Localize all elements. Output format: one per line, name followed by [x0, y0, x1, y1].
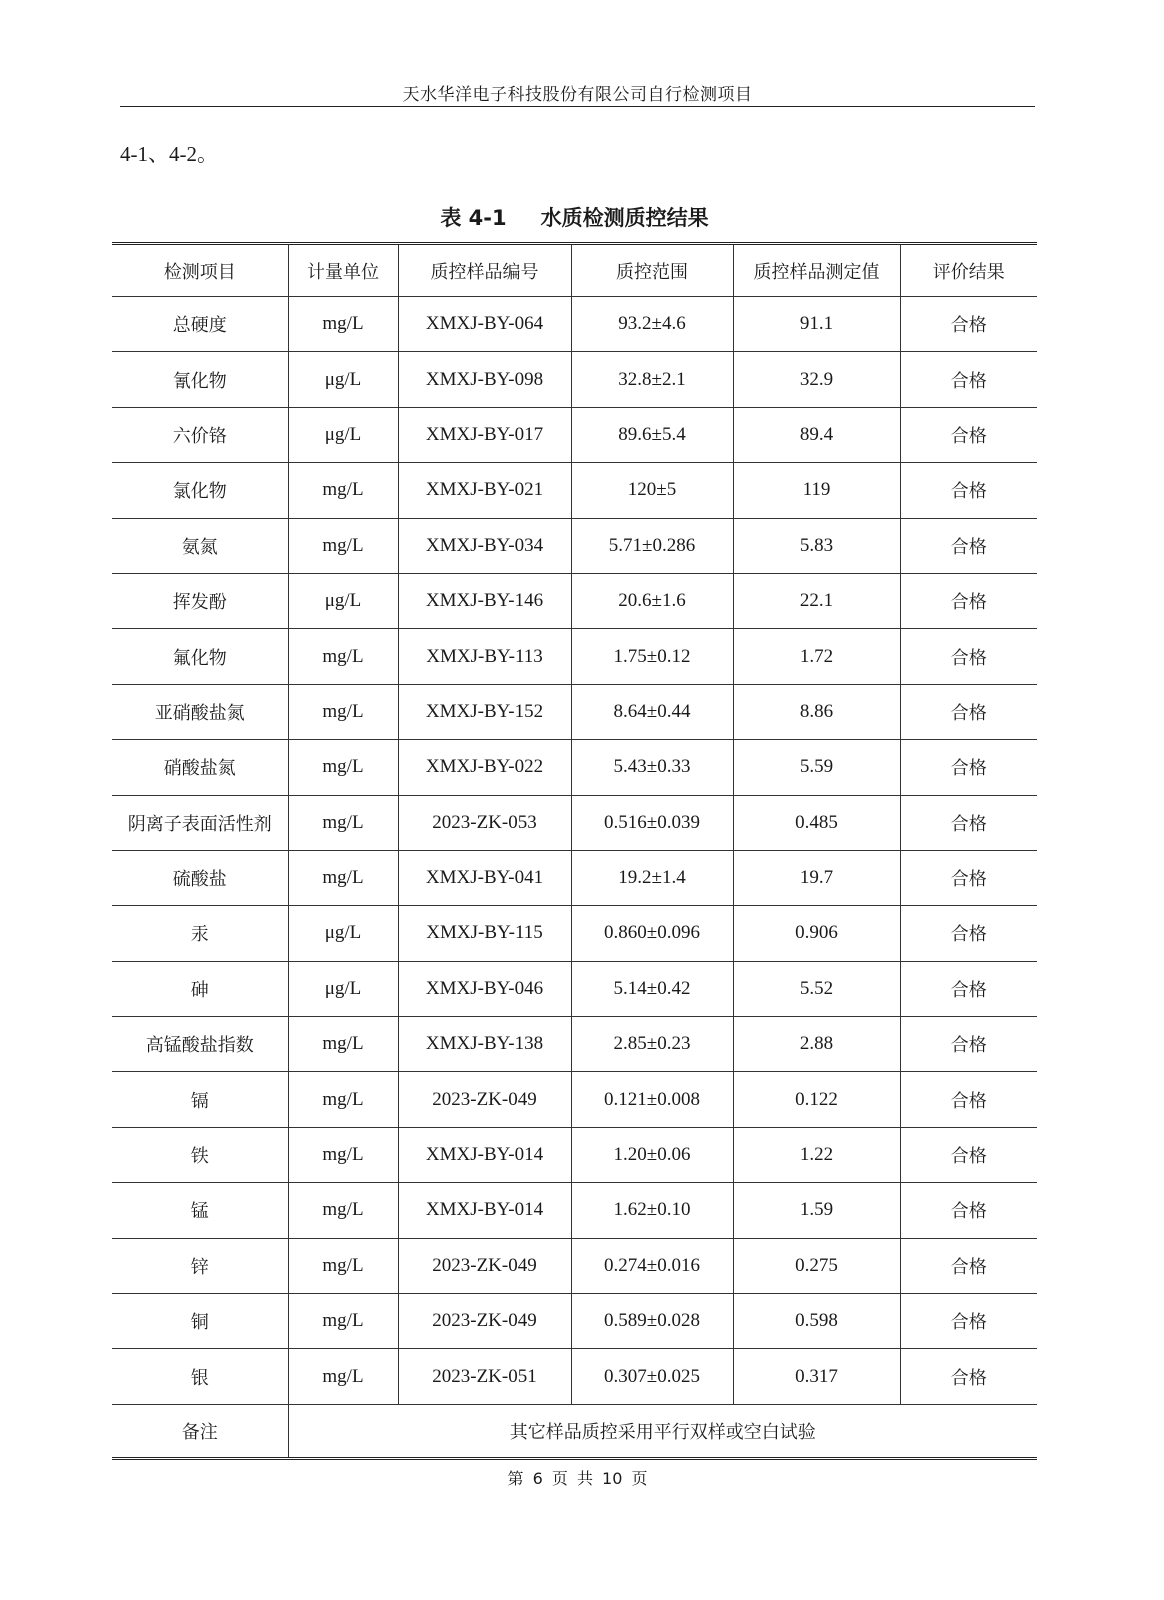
cell-unit: mg/L [288, 1294, 398, 1349]
cell-measured: 0.122 [733, 1072, 900, 1127]
cell-range: 20.6±1.6 [571, 573, 733, 628]
cell-result: 合格 [900, 352, 1037, 407]
cell-unit: μg/L [288, 906, 398, 961]
cell-sample-id: XMXJ-BY-064 [398, 297, 571, 352]
cell-measured: 91.1 [733, 297, 900, 352]
cell-result: 合格 [900, 1183, 1037, 1238]
cell-item: 镉 [112, 1072, 288, 1127]
cell-range: 0.589±0.028 [571, 1294, 733, 1349]
cell-result: 合格 [900, 463, 1037, 518]
qc-results-table [112, 242, 1037, 1460]
table-row [112, 1294, 1037, 1349]
note-label: 备注 [112, 1404, 288, 1458]
cell-measured: 0.275 [733, 1238, 900, 1293]
cell-item: 六价铬 [112, 407, 288, 462]
table-row [112, 1238, 1037, 1293]
cell-unit: mg/L [288, 740, 398, 795]
cell-range: 19.2±1.4 [571, 850, 733, 905]
cell-measured: 0.906 [733, 906, 900, 961]
cell-measured: 0.598 [733, 1294, 900, 1349]
cell-measured: 5.83 [733, 518, 900, 573]
cell-range: 93.2±4.6 [571, 297, 733, 352]
cell-sample-id: XMXJ-BY-113 [398, 629, 571, 684]
cell-result: 合格 [900, 1294, 1037, 1349]
cell-range: 5.14±0.42 [571, 961, 733, 1016]
cell-range: 5.43±0.33 [571, 740, 733, 795]
cell-range: 0.121±0.008 [571, 1072, 733, 1127]
cell-result: 合格 [900, 850, 1037, 905]
column-header-sample-id: 质控样品编号 [398, 244, 571, 297]
column-header-item: 检测项目 [112, 244, 288, 297]
table-row [112, 1183, 1037, 1238]
cell-unit: mg/L [288, 1127, 398, 1182]
cell-item: 铜 [112, 1294, 288, 1349]
cell-range: 0.274±0.016 [571, 1238, 733, 1293]
cell-unit: mg/L [288, 1238, 398, 1293]
table-row [112, 906, 1037, 961]
cell-sample-id: XMXJ-BY-115 [398, 906, 571, 961]
column-header-unit: 计量单位 [288, 244, 398, 297]
cell-item: 氨氮 [112, 518, 288, 573]
note-row [112, 1404, 1037, 1458]
cell-result: 合格 [900, 297, 1037, 352]
cell-result: 合格 [900, 573, 1037, 628]
cell-range: 8.64±0.44 [571, 684, 733, 739]
cell-unit: μg/L [288, 573, 398, 628]
table-row [112, 961, 1037, 1016]
cell-measured: 1.72 [733, 629, 900, 684]
page-header: 天水华洋电子科技股份有限公司自行检测项目 [402, 85, 753, 105]
cell-range: 1.75±0.12 [571, 629, 733, 684]
column-header-range: 质控范围 [571, 244, 733, 297]
cell-range: 2.85±0.23 [571, 1017, 733, 1072]
cell-measured: 19.7 [733, 850, 900, 905]
cell-measured: 5.52 [733, 961, 900, 1016]
cell-measured: 2.88 [733, 1017, 900, 1072]
note-text: 其它样品质控采用平行双样或空白试验 [288, 1404, 1037, 1458]
cell-result: 合格 [900, 629, 1037, 684]
cell-sample-id: XMXJ-BY-152 [398, 684, 571, 739]
cell-range: 120±5 [571, 463, 733, 518]
cell-measured: 1.22 [733, 1127, 900, 1182]
cell-range: 0.860±0.096 [571, 906, 733, 961]
column-header-measured: 质控样品测定值 [733, 244, 900, 297]
table-row [112, 352, 1037, 407]
table-body [112, 297, 1037, 1405]
cell-unit: mg/L [288, 518, 398, 573]
cell-item: 汞 [112, 906, 288, 961]
cell-sample-id: 2023-ZK-053 [398, 795, 571, 850]
cell-result: 合格 [900, 1238, 1037, 1293]
cell-unit: mg/L [288, 795, 398, 850]
page-number: 第 6 页 共 10 页 [507, 1469, 648, 1488]
cell-sample-id: 2023-ZK-049 [398, 1238, 571, 1293]
cell-measured: 119 [733, 463, 900, 518]
cell-result: 合格 [900, 1072, 1037, 1127]
cell-unit: mg/L [288, 1349, 398, 1404]
cell-item: 氟化物 [112, 629, 288, 684]
table-row [112, 1349, 1037, 1404]
table-row [112, 684, 1037, 739]
cell-measured: 89.4 [733, 407, 900, 462]
cell-unit: μg/L [288, 407, 398, 462]
cell-range: 89.6±5.4 [571, 407, 733, 462]
cell-unit: mg/L [288, 1017, 398, 1072]
cell-sample-id: XMXJ-BY-017 [398, 407, 571, 462]
cell-measured: 8.86 [733, 684, 900, 739]
cell-item: 高锰酸盐指数 [112, 1017, 288, 1072]
cell-item: 铁 [112, 1127, 288, 1182]
cell-unit: μg/L [288, 352, 398, 407]
cell-sample-id: XMXJ-BY-146 [398, 573, 571, 628]
table-row [112, 518, 1037, 573]
table-row [112, 297, 1037, 352]
cell-measured: 1.59 [733, 1183, 900, 1238]
cell-measured: 0.485 [733, 795, 900, 850]
cell-sample-id: 2023-ZK-051 [398, 1349, 571, 1404]
cell-result: 合格 [900, 518, 1037, 573]
cell-unit: mg/L [288, 463, 398, 518]
cell-sample-id: XMXJ-BY-138 [398, 1017, 571, 1072]
cell-unit: mg/L [288, 1183, 398, 1238]
table-row [112, 1072, 1037, 1127]
table-row [112, 463, 1037, 518]
table-row [112, 795, 1037, 850]
table-row [112, 1127, 1037, 1182]
cell-range: 5.71±0.286 [571, 518, 733, 573]
cell-range: 32.8±2.1 [571, 352, 733, 407]
cell-measured: 22.1 [733, 573, 900, 628]
cell-item: 硫酸盐 [112, 850, 288, 905]
cell-result: 合格 [900, 1127, 1037, 1182]
cell-unit: mg/L [288, 850, 398, 905]
cell-range: 1.62±0.10 [571, 1183, 733, 1238]
table-row [112, 573, 1037, 628]
cell-sample-id: XMXJ-BY-034 [398, 518, 571, 573]
cell-range: 0.307±0.025 [571, 1349, 733, 1404]
cell-sample-id: 2023-ZK-049 [398, 1294, 571, 1349]
cell-measured: 0.317 [733, 1349, 900, 1404]
cell-measured: 32.9 [733, 352, 900, 407]
table-row [112, 1017, 1037, 1072]
table-caption-number: 表 4-1 [440, 206, 507, 230]
cell-range: 1.20±0.06 [571, 1127, 733, 1182]
cell-sample-id: XMXJ-BY-022 [398, 740, 571, 795]
cell-item: 总硬度 [112, 297, 288, 352]
cell-result: 合格 [900, 684, 1037, 739]
table-caption [112, 202, 1037, 232]
cell-unit: mg/L [288, 684, 398, 739]
cell-sample-id: XMXJ-BY-021 [398, 463, 571, 518]
cell-item: 锰 [112, 1183, 288, 1238]
cell-result: 合格 [900, 1349, 1037, 1404]
cell-range: 0.516±0.039 [571, 795, 733, 850]
cell-item: 砷 [112, 961, 288, 1016]
cell-item: 挥发酚 [112, 573, 288, 628]
cell-unit: mg/L [288, 1072, 398, 1127]
cell-result: 合格 [900, 1017, 1037, 1072]
cell-item: 氯化物 [112, 463, 288, 518]
cell-sample-id: 2023-ZK-049 [398, 1072, 571, 1127]
table-row [112, 850, 1037, 905]
cell-unit: mg/L [288, 297, 398, 352]
cell-result: 合格 [900, 740, 1037, 795]
cell-item: 锌 [112, 1238, 288, 1293]
cell-sample-id: XMXJ-BY-014 [398, 1183, 571, 1238]
cell-item: 硝酸盐氮 [112, 740, 288, 795]
intro-text: 4-1、4-2。 [120, 142, 218, 166]
cell-item: 氰化物 [112, 352, 288, 407]
cell-measured: 5.59 [733, 740, 900, 795]
cell-result: 合格 [900, 795, 1037, 850]
table-row [112, 407, 1037, 462]
cell-item: 阴离子表面活性剂 [112, 795, 288, 850]
cell-sample-id: XMXJ-BY-014 [398, 1127, 571, 1182]
cell-item: 亚硝酸盐氮 [112, 684, 288, 739]
table-caption-title: 水质检测质控结果 [540, 206, 709, 230]
cell-sample-id: XMXJ-BY-098 [398, 352, 571, 407]
cell-unit: mg/L [288, 629, 398, 684]
column-header-result: 评价结果 [900, 244, 1037, 297]
header-divider [120, 106, 1035, 107]
cell-item: 银 [112, 1349, 288, 1404]
cell-sample-id: XMXJ-BY-046 [398, 961, 571, 1016]
cell-unit: μg/L [288, 961, 398, 1016]
table-header-row [112, 244, 1037, 297]
table-row [112, 740, 1037, 795]
cell-result: 合格 [900, 407, 1037, 462]
cell-result: 合格 [900, 961, 1037, 1016]
cell-sample-id: XMXJ-BY-041 [398, 850, 571, 905]
cell-result: 合格 [900, 906, 1037, 961]
table-row [112, 629, 1037, 684]
